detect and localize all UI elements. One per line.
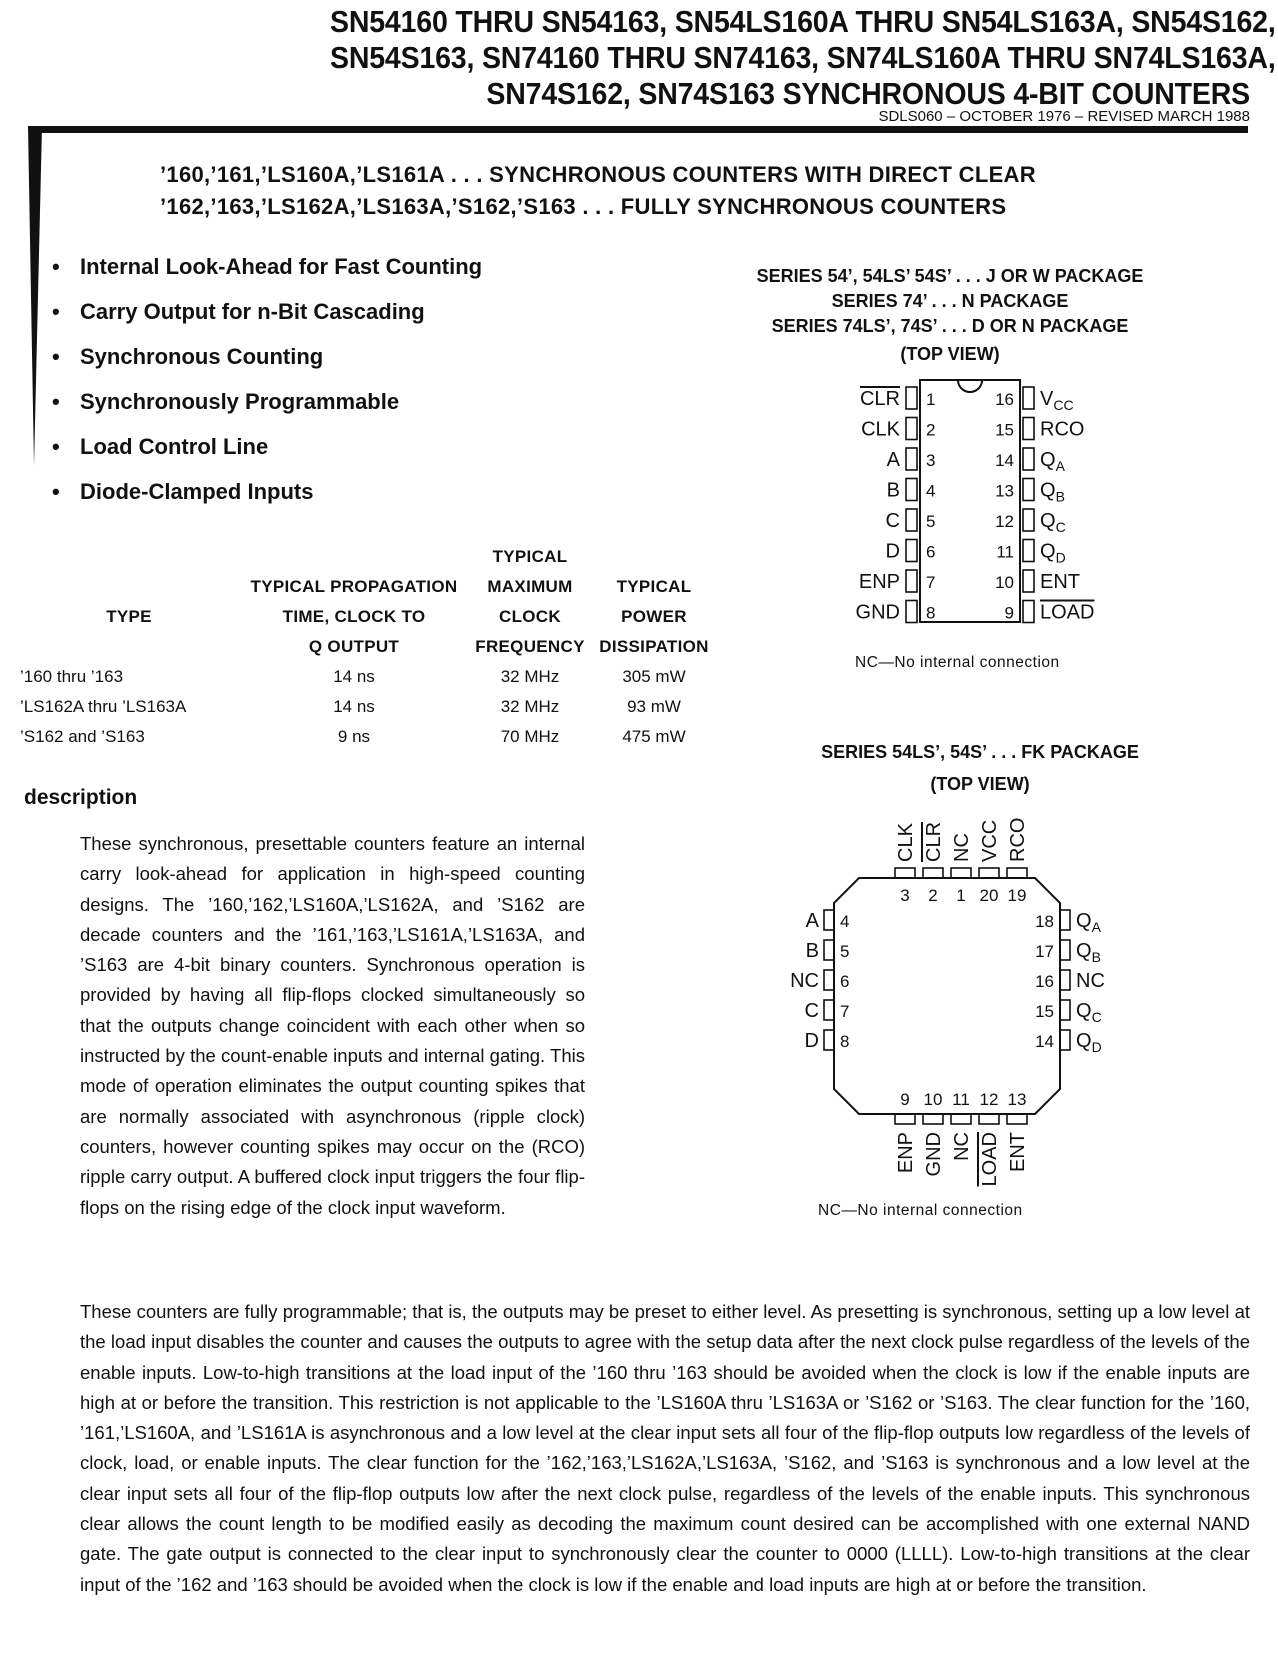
dip-pin-label-10: ENT [1040, 571, 1080, 593]
dip-pin-6 [906, 540, 917, 562]
dip-pin-label-15: RCO [1040, 418, 1085, 441]
fk-pin-label-13: ENT [1007, 1132, 1029, 1172]
fk-pin-label-20: VCC [979, 819, 1001, 862]
dip-pin-5 [906, 509, 917, 531]
cell-type: ’LS162A thru ’LS163A [20, 697, 187, 716]
fk-pin-number-2: 2 [928, 886, 938, 905]
description-paragraph-1: These synchronous, presettable counters feature an internal carry look-ahead for application in high-speed counting designs. The ’160,’162,’LS160A,’LS162A, and ’S162 are decade counters and the ’161,’163,’LS161A,’LS163A, and ’S163 are 4-bit binary counters. Synchronous operation is provided by having all flip-flops clocked simultaneously so that the outputs change coincident with each other when so instructed by the count-enable inputs and internal gating. This mode of operation eliminates the output counting spikes that are normally associated with asynchronous (ripple clock) counters, however counting spikes may occur on the (RCO) ripple carry output. A buffered clock input triggers the four flip-flops on the rising edge of the clock input waveform. [80, 833, 585, 1218]
cell-power: 305 mW [622, 667, 686, 686]
fk-pin-number-16: 16 [1035, 972, 1054, 991]
dip-pin-number-10: 10 [995, 573, 1014, 592]
cell-type: ’160 thru ’163 [20, 667, 124, 686]
fk-pin-label-6: NC [790, 970, 819, 992]
dip-pin-number-2: 2 [926, 420, 936, 440]
fk-right-pins [1035, 910, 1105, 1055]
dip-top-view-label: (TOP VIEW) [900, 344, 1000, 364]
fk-pin-7 [824, 1000, 834, 1020]
dip-pin-label-14: $Q_A$ [1040, 449, 1065, 474]
prop-header-3: Q OUTPUT [308, 637, 400, 656]
dip-pin-label-9: LOAD [1040, 601, 1095, 624]
table-row [20, 692, 718, 722]
fk-pin-number-17: 17 [1035, 942, 1054, 961]
dip-pin-number-1: 1 [926, 390, 936, 409]
dip-nc-note: NC—No internal connection [855, 654, 1060, 671]
dip-pin-number-7: 7 [926, 573, 936, 592]
dip-heading-2: SERIES 74’ . . . N PACKAGE [831, 291, 1069, 311]
fk-pin-5 [824, 940, 834, 960]
fk-pin-20 [979, 868, 999, 878]
fk-pin-13 [1007, 1114, 1027, 1124]
fk-pin-19 [1007, 868, 1027, 878]
fk-pin-number-20: 20 [979, 886, 999, 905]
freq-header-4: FREQUENCY [475, 637, 585, 656]
fk-pin-label-9: ENP [895, 1132, 917, 1174]
fk-pin-11 [951, 1114, 971, 1124]
fk-pin-number-3: 3 [900, 886, 910, 905]
power-header-2: POWER [621, 607, 687, 626]
power-header-3: DISSIPATION [599, 637, 709, 656]
fk-pin-16 [1060, 970, 1070, 990]
fk-nc-note: NC—No internal connection [818, 1202, 1023, 1219]
freq-header-3: CLOCK [499, 607, 561, 626]
fk-pin-label-2: CLR [923, 821, 945, 862]
description-heading: description [24, 786, 138, 809]
cell-prop: 14 ns [333, 697, 375, 716]
fk-heading: SERIES 54LS’, 54S’ . . . FK PACKAGE [821, 742, 1139, 762]
prop-header-1: TYPICAL PROPAGATION [250, 577, 458, 596]
dip-heading-1: SERIES 54’, 54LS’ 54S’ . . . J OR W PACKAGE [756, 266, 1144, 286]
dip-pin-15 [1023, 418, 1034, 440]
fk-pin-number-8: 8 [840, 1032, 850, 1051]
dip-pin-label-5: C [885, 510, 900, 532]
fk-pin-number-4: 4 [840, 912, 850, 931]
dip-pin-number-13: 13 [995, 481, 1014, 501]
dip-pin-16 [1023, 387, 1034, 409]
document-code: SDLS060 – OCTOBER 1976 – REVISED MARCH 1988 [878, 108, 1250, 125]
document-title [330, 4, 1276, 112]
description-paragraph-2: These counters are fully programmable; that is, the outputs may be preset to either level. As presetting is synchronous, setting up a low level at the load input disables the counter and causes the outputs to agree with the setup data after the next clock pulse regardless of the levels of the enable inputs. Low-to-high transitions at the load input of the ’160 thru ’163 should be avoided when the clock is low if the enable inputs are high at or before the transition. This restriction is not applicable to the ’LS160A thru ’LS163A or ’S162 or ’S163. The clear function for the ’160, ’161,’LS160A, and ’LS161A is asynchronous and a low level at the clear input sets all four of the flip-flop outputs low regardless of the levels of clock, load, or enable inputs. The clear function for the ’162,’163,’LS162A,’LS163A, ’S162, and ’S163 is synchronous and a low level at the clear input sets all four of the flip-flop outputs low after the next clock pulse, regardless of the levels of the enable inputs. This synchronous clear allows the count length to be modified easily as decoding the maximum count desired can be accomplished with one external NAND gate. The gate output is connected to the clear input to synchronously clear the counter to 0000 (LLLL). Low-to-high transitions at the clear input of the ’162 and ’163 should be avoided when the clock is low if the enable and load inputs are high at or before the transition. [80, 1301, 1250, 1595]
fk-pin-label-10: GND [923, 1132, 945, 1177]
fk-pin-18 [1060, 910, 1070, 930]
cell-prop: 14 ns [333, 667, 375, 686]
dip-pin-7 [906, 570, 917, 592]
cell-freq: 32 MHz [500, 697, 560, 716]
feature-item: • Synchronous Counting [52, 344, 324, 369]
fk-pin-14 [1060, 1030, 1070, 1050]
dip-left-pins [856, 387, 936, 624]
dip-pin-number-14: 14 [995, 451, 1014, 470]
feature-item: • Internal Look-Ahead for Fast Counting [52, 254, 483, 279]
title-line-1: SN54160 THRU SN54163, SN54LS160A THRU SN54LS163A, SN54S162, [330, 4, 1276, 39]
header-rule [30, 126, 1248, 133]
dip-pin-number-12: 12 [995, 512, 1014, 531]
dip-pin-number-16: 16 [995, 390, 1014, 409]
feature-item: • Load Control Line [52, 434, 269, 459]
power-header-1: TYPICAL [616, 577, 692, 596]
table-row [20, 662, 718, 692]
fk-pin-number-1: 1 [956, 886, 966, 905]
fk-package-diagram [790, 800, 1120, 1187]
dip-pin-label-8: GND [855, 601, 900, 624]
dip-pin-4 [906, 479, 917, 501]
dip-pin-number-3: 3 [926, 451, 936, 470]
fk-pin-number-10: 10 [923, 1090, 943, 1109]
feature-list [52, 254, 482, 524]
fk-pin-label-3: CLK [895, 823, 917, 862]
dip-pin-3 [906, 448, 917, 470]
feature-item: • Synchronously Programmable [52, 389, 400, 414]
feature-item: • Carry Output for n-Bit Cascading [52, 299, 425, 324]
dip-pin-label-1: CLR [859, 388, 900, 410]
dip-pin-9 [1023, 601, 1034, 623]
dip-pin-label-16: $V_{CC}$ [1040, 388, 1074, 413]
fk-pin-15 [1060, 1000, 1070, 1020]
dip-heading-3: SERIES 74LS’, 74S’ . . . D OR N PACKAGE [771, 316, 1129, 336]
fk-pin-3 [895, 868, 915, 878]
fk-pin-number-19: 19 [1007, 886, 1027, 905]
cell-freq: 32 MHz [500, 667, 560, 686]
type-header: TYPE [106, 607, 152, 626]
dip-pin-number-6: 6 [926, 542, 936, 562]
fk-pin-number-11: 11 [952, 1090, 970, 1109]
dip-pin-label-13: $Q_B$ [1040, 479, 1065, 505]
fk-pin-4 [824, 910, 834, 930]
dip-pin-12 [1023, 509, 1034, 531]
fk-pin-label-11: NC [951, 1132, 973, 1161]
cell-type: ’S162 and ’S163 [20, 727, 145, 746]
subtitle-line-2: ’162,’163,’LS162A,’LS163A,’S162,’S163 . . . FULLY SYNCHRONOUS COUNTERS [160, 194, 1007, 219]
fk-top-pins [895, 818, 1029, 905]
fk-pin-8 [824, 1030, 834, 1050]
dip-pin-label-4: B [886, 479, 900, 502]
dip-pin-number-4: 4 [926, 481, 936, 501]
fk-pin-1 [951, 868, 971, 878]
dip-pin-label-3: A [886, 449, 900, 471]
fk-pin-label-16: NC [1076, 970, 1105, 992]
fk-left-pins [790, 910, 849, 1052]
spec-table [20, 542, 718, 752]
freq-header-1: TYPICAL [492, 547, 568, 566]
cell-power: 93 mW [627, 697, 681, 716]
dip-pin-11 [1023, 540, 1034, 562]
margin-wedge-mark [28, 126, 44, 466]
dip-pin-8 [906, 601, 917, 623]
fk-pin-label-15: $Q_C$ [1076, 1000, 1102, 1025]
fk-pin-6 [824, 970, 834, 990]
cell-power: 475 mW [622, 727, 686, 746]
fk-pin-number-6: 6 [840, 972, 850, 991]
cell-freq: 70 MHz [500, 727, 560, 746]
feature-item: • Diode-Clamped Inputs [52, 479, 314, 504]
dip-pin-1 [906, 387, 917, 409]
dip-pin-13 [1023, 479, 1034, 501]
dip-pin-number-5: 5 [926, 512, 936, 531]
dip-pin-number-9: 9 [1004, 603, 1014, 623]
dip-pin-10 [1023, 570, 1034, 592]
fk-pin-2 [923, 868, 943, 878]
fk-pin-number-7: 7 [840, 1002, 850, 1021]
fk-pin-number-12: 12 [979, 1090, 999, 1109]
fk-pin-label-5: B [805, 940, 819, 962]
fk-pin-label-4: A [805, 910, 819, 932]
fk-pin-label-12: LOAD [979, 1132, 1001, 1187]
fk-pin-label-7: C [804, 1000, 819, 1022]
dip-pin-number-8: 8 [926, 603, 936, 623]
dip-pin-label-12: $Q_C$ [1040, 510, 1066, 535]
fk-pin-label-14: $Q_D$ [1076, 1030, 1102, 1055]
fk-pin-12 [979, 1114, 999, 1124]
dip-pin-number-11: 11 [996, 542, 1014, 562]
fk-pin-number-18: 18 [1035, 912, 1054, 931]
dip-pin-2 [906, 418, 917, 440]
fk-pin-number-5: 5 [840, 942, 850, 961]
fk-top-view-label: (TOP VIEW) [930, 774, 1030, 794]
fk-pin-label-1: NC [951, 833, 973, 862]
dip-right-pins [995, 387, 1094, 624]
table-row [20, 722, 718, 752]
fk-pin-label-17: $Q_B$ [1076, 940, 1101, 965]
dip-package-diagram [840, 370, 1120, 630]
fk-pin-number-14: 14 [1035, 1032, 1054, 1051]
dip-pin-number-15: 15 [995, 420, 1014, 440]
fk-pin-number-15: 15 [1035, 1002, 1054, 1021]
fk-pin-10 [923, 1114, 943, 1124]
fk-pin-label-8: D [804, 1030, 819, 1052]
fk-body [834, 878, 1060, 1114]
dip-pin-label-11: $Q_D$ [1040, 540, 1066, 566]
dip-pin-label-6: D [885, 540, 900, 563]
fk-pin-9 [895, 1114, 915, 1124]
fk-bottom-pins [895, 1090, 1029, 1186]
cell-prop: 9 ns [337, 727, 371, 746]
fk-pin-label-18: $Q_A$ [1076, 910, 1101, 935]
prop-header-2: TIME, CLOCK TO [282, 607, 426, 626]
dip-pin-label-7: ENP [858, 571, 900, 593]
fk-pin-number-9: 9 [900, 1090, 910, 1109]
dip-pin-label-2: CLK [861, 418, 900, 441]
title-line-3: SN74S162, SN74S163 SYNCHRONOUS 4-BIT COUNTERS [486, 76, 1250, 111]
freq-header-2: MAXIMUM [487, 577, 573, 596]
dip-pin-14 [1023, 448, 1034, 470]
subtitle-line-1: ’160,’161,’LS160A,’LS161A . . . SYNCHRONOUS COUNTERS WITH DIRECT CLEAR [160, 162, 1036, 187]
fk-pin-label-19: RCO [1007, 817, 1029, 862]
fk-pin-17 [1060, 940, 1070, 960]
fk-pin-number-13: 13 [1007, 1090, 1027, 1109]
title-line-2: SN54S163, SN74160 THRU SN74163, SN74LS160A THRU SN74LS163A, [330, 40, 1276, 75]
